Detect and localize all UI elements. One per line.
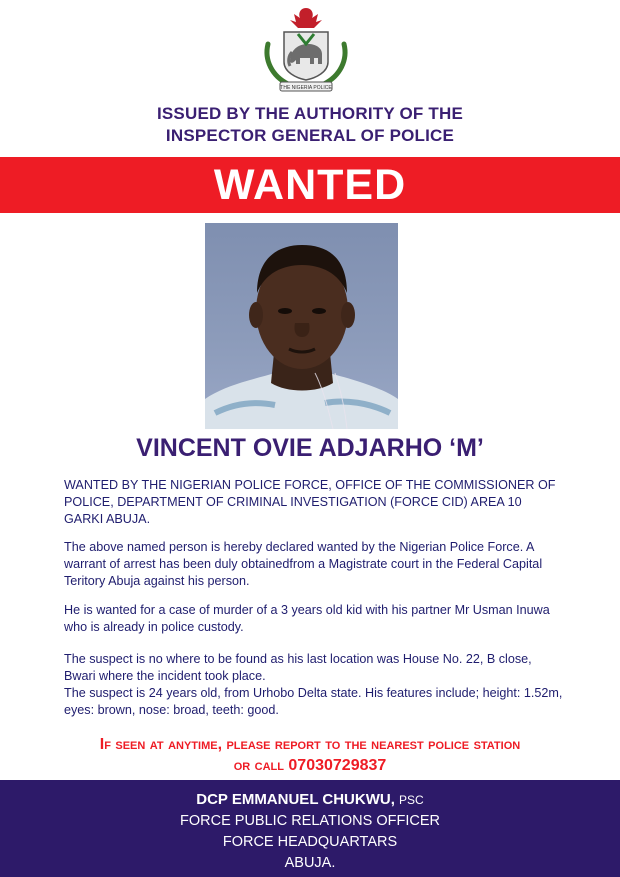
paragraph-warrant: The above named person is hereby declared wanted by the Nigerian Police Force. A warrant of arrest has been duly obtainedfrom a Magistrate court in the Federal Capital Teritory Abuja against his person. bbox=[64, 540, 543, 588]
paragraph-charge: He is wanted for a case of murder of a 3 years old kid with his partner Mr Usman Inuwa who is already in police custody. bbox=[64, 603, 550, 634]
officer-department: FORCE HEADQUARTARS bbox=[222, 834, 398, 850]
report-alert-line-2: or call 07030729837 bbox=[233, 757, 387, 774]
crest-motto: THE NIGERIA POLICE bbox=[280, 85, 332, 91]
last-location-text: The suspect is no where to be found as his last location was House No. 22, B close, Bwari where the incident took place. bbox=[64, 652, 532, 683]
suspect-name: VINCENT OVIE ADJARHO ‘M’ bbox=[136, 434, 484, 462]
officer-name: DCP EMMANUEL CHUKWU, bbox=[196, 791, 395, 808]
footer-signature bbox=[0, 780, 620, 877]
report-alert bbox=[0, 734, 620, 776]
officer-name-line bbox=[0, 789, 620, 811]
officer-title: FORCE PUBLIC RELATIONS OFFICER bbox=[180, 813, 440, 829]
wanted-banner: WANTED bbox=[0, 157, 620, 213]
police-crest-logo bbox=[254, 4, 358, 94]
authority-line-1: ISSUED BY THE AUTHORITY OF THE bbox=[156, 104, 464, 123]
suspect-photo bbox=[205, 223, 398, 429]
officer-city: ABUJA. bbox=[284, 855, 336, 871]
physical-features-text: The suspect is 24 years old, from Urhobo Delta state. His features include; height: 1.52m, eyes: brown, nose: broad, teeth: good. bbox=[64, 686, 563, 717]
report-alert-line-1: If seen at anytime, please report to the nearest police station bbox=[99, 736, 521, 753]
officer-suffix: PSC bbox=[399, 793, 424, 807]
authority-line-2: INSPECTOR GENERAL OF POLICE bbox=[165, 126, 455, 145]
paragraph-description bbox=[64, 651, 564, 719]
issuing-authority bbox=[0, 103, 620, 147]
paragraph-issuing-office: WANTED BY THE NIGERIAN POLICE FORCE, OFFICE OF THE COMMISSIONER OF POLICE, DEPARTMENT OF CRIMINAL INVESTIGATION (FORCE CID) AREA 10 GARKI ABUJA. bbox=[64, 478, 556, 526]
